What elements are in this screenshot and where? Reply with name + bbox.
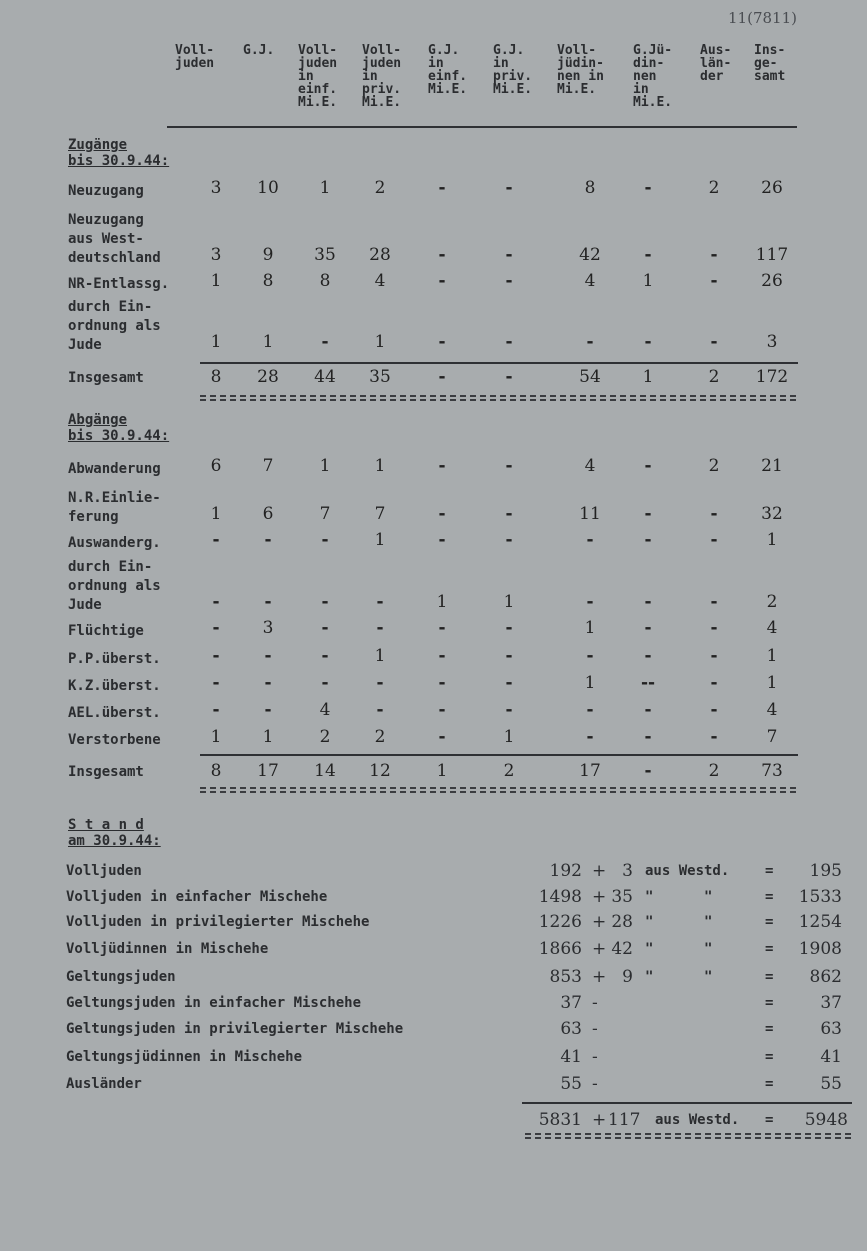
row-label: Auswanderg.	[68, 535, 161, 551]
cell-value: -	[586, 332, 594, 352]
cell-value: -	[376, 592, 384, 612]
cell-value: 4	[584, 456, 596, 476]
column-header: Voll- jüdin- nen in Mi.E.	[557, 43, 604, 97]
cell-value: 8	[262, 271, 274, 291]
stand-total: 41	[820, 1047, 842, 1067]
cell-value: -	[586, 530, 594, 550]
cell-value: 8	[319, 271, 331, 291]
column-header: G.J. in einf. Mi.E.	[428, 43, 468, 97]
cell-value: --	[640, 673, 656, 693]
row-label: durch Ein- ordnung als Jude	[68, 299, 161, 353]
cell-value: -	[212, 673, 220, 693]
cell-value: 1	[210, 504, 222, 524]
stand-sum-note: aus Westd.	[655, 1112, 740, 1128]
stand-base: 1226	[538, 912, 582, 932]
stand-label: Geltungsjuden	[66, 969, 176, 985]
double-rule	[525, 1133, 851, 1135]
cell-value: 1	[319, 178, 331, 198]
section-heading: Zugänge	[68, 137, 128, 153]
total-label: Insgesamt	[68, 370, 144, 386]
archive-annotation: 11(7811)	[728, 9, 797, 27]
total-value: 54	[579, 367, 601, 387]
stand-base: 853	[549, 967, 582, 987]
double-rule	[200, 399, 796, 401]
total-value: 14	[314, 761, 336, 781]
cell-value: -	[505, 332, 513, 352]
stand-sum-rule	[522, 1102, 852, 1104]
cell-value: -	[644, 618, 652, 638]
cell-value: 1	[210, 332, 222, 352]
total-value: 2	[503, 761, 515, 781]
cell-value: -	[376, 700, 384, 720]
cell-value: 4	[766, 618, 778, 638]
header-rule	[167, 126, 797, 128]
cell-value: 2	[374, 178, 386, 198]
stand-equals: =	[765, 1021, 774, 1037]
column-header: Ins- ge- samt	[754, 43, 786, 84]
cell-value: 1	[766, 673, 778, 693]
stand-equals: =	[765, 863, 774, 879]
cell-value: 6	[210, 456, 222, 476]
cell-value: 7	[374, 504, 386, 524]
stand-base: 63	[560, 1019, 582, 1039]
column-header: G.J.	[243, 43, 275, 58]
row-label: Abwanderung	[68, 461, 161, 477]
stand-base: 192	[549, 861, 582, 881]
cell-value: -	[212, 530, 220, 550]
stand-base: 1498	[538, 887, 582, 907]
cell-value: -	[505, 530, 513, 550]
row-label: N.R.Einlie- ferung	[68, 490, 161, 525]
sum-rule	[200, 754, 798, 756]
stand-note: " "	[645, 969, 713, 985]
cell-value: -	[644, 727, 652, 747]
cell-value: 2	[319, 727, 331, 747]
row-label: Neuzugang aus West- deutschland	[68, 212, 161, 266]
stand-sum-base: 5831	[538, 1110, 582, 1130]
cell-value: 1	[503, 592, 515, 612]
cell-value: -	[644, 530, 652, 550]
stand-total: 63	[820, 1019, 842, 1039]
stand-plus: -	[592, 1074, 598, 1094]
cell-value: -	[438, 700, 446, 720]
cell-value: -	[438, 504, 446, 524]
cell-value: -	[710, 673, 718, 693]
cell-value: 1	[436, 592, 448, 612]
stand-note: " "	[645, 914, 713, 930]
column-header: G.J. in priv. Mi.E.	[493, 43, 533, 97]
cell-value: -	[376, 673, 384, 693]
cell-value: -	[644, 700, 652, 720]
total-value: 1	[436, 761, 448, 781]
cell-value: -	[644, 332, 652, 352]
cell-value: 35	[314, 245, 336, 265]
stand-label: Ausländer	[66, 1076, 142, 1092]
stand-note: " "	[645, 889, 713, 905]
cell-value: -	[710, 245, 718, 265]
cell-value: -	[438, 618, 446, 638]
row-label: Neuzugang	[68, 183, 144, 199]
cell-value: -	[321, 618, 329, 638]
cell-value: -	[710, 700, 718, 720]
stand-base: 41	[560, 1047, 582, 1067]
cell-value: -	[505, 504, 513, 524]
stand-sum-total: 5948	[804, 1110, 848, 1130]
total-value: 73	[761, 761, 783, 781]
cell-value: 1	[210, 271, 222, 291]
cell-value: -	[264, 592, 272, 612]
cell-value: -	[710, 504, 718, 524]
cell-value: 1	[374, 332, 386, 352]
stand-equals: =	[765, 969, 774, 985]
double-rule	[525, 1137, 851, 1139]
cell-value: -	[438, 456, 446, 476]
stand-label: Geltungsjuden in privilegierter Mischehe	[66, 1021, 404, 1037]
cell-value: -	[321, 530, 329, 550]
stand-label: Volljuden	[66, 863, 142, 879]
cell-value: -	[505, 700, 513, 720]
cell-value: -	[505, 673, 513, 693]
cell-value: 26	[761, 271, 783, 291]
stand-plus: +	[592, 887, 607, 907]
total-value: -	[438, 367, 446, 387]
cell-value: 1	[374, 646, 386, 666]
stand-added: 9	[622, 967, 633, 987]
cell-value: -	[644, 178, 652, 198]
cell-value: -	[321, 646, 329, 666]
cell-value: -	[644, 456, 652, 476]
cell-value: 1	[210, 727, 222, 747]
cell-value: 3	[262, 618, 274, 638]
total-value: 172	[755, 367, 789, 387]
stand-note: " "	[645, 941, 713, 957]
cell-value: 1	[584, 673, 596, 693]
cell-value: -	[586, 727, 594, 747]
cell-value: -	[505, 178, 513, 198]
stand-plus: +	[592, 861, 607, 881]
column-header: Aus- län- der	[700, 43, 732, 84]
cell-value: 1	[766, 646, 778, 666]
cell-value: 28	[369, 245, 391, 265]
stand-sum-added: 117	[608, 1110, 641, 1130]
sum-rule	[200, 362, 798, 364]
cell-value: -	[710, 271, 718, 291]
cell-value: -	[438, 727, 446, 747]
row-label: NR-Entlassg.	[68, 276, 170, 292]
cell-value: -	[644, 646, 652, 666]
stand-added: 35	[611, 887, 633, 907]
stand-label: Volljüdinnen in Mischehe	[66, 941, 269, 957]
cell-value: 42	[579, 245, 601, 265]
stand-base: 55	[560, 1074, 582, 1094]
cell-value: -	[438, 646, 446, 666]
cell-value: 1	[503, 727, 515, 747]
cell-value: 117	[755, 245, 789, 265]
cell-value: 1	[642, 271, 654, 291]
stand-base: 1866	[538, 939, 582, 959]
stand-equals: =	[765, 889, 774, 905]
stand-sum-equals: =	[765, 1112, 774, 1128]
cell-value: -	[710, 646, 718, 666]
cell-value: -	[212, 592, 220, 612]
cell-value: -	[212, 700, 220, 720]
stand-sum-plus: +	[592, 1110, 607, 1130]
cell-value: 10	[257, 178, 279, 198]
stand-total: 1254	[798, 912, 842, 932]
cell-value: 2	[708, 456, 720, 476]
stand-plus: -	[592, 993, 598, 1013]
stand-plus: +	[592, 912, 607, 932]
cell-value: -	[321, 332, 329, 352]
total-value: 35	[369, 367, 391, 387]
column-header: Voll- juden in priv. Mi.E.	[362, 43, 402, 110]
section-heading: Abgänge	[68, 412, 128, 428]
cell-value: -	[438, 245, 446, 265]
cell-value: 4	[766, 700, 778, 720]
stand-label: Volljuden in privilegierter Mischehe	[66, 914, 370, 930]
cell-value: 1	[319, 456, 331, 476]
cell-value: 1	[584, 618, 596, 638]
row-label: K.Z.überst.	[68, 678, 161, 694]
cell-value: 1	[262, 332, 274, 352]
total-value: -	[644, 761, 652, 781]
row-label: Verstorbene	[68, 732, 161, 748]
cell-value: -	[505, 271, 513, 291]
total-value: 17	[579, 761, 601, 781]
cell-value: 3	[210, 245, 222, 265]
stand-total: 195	[809, 861, 842, 881]
cell-value: 7	[262, 456, 274, 476]
cell-value: 2	[708, 178, 720, 198]
stand-equals: =	[765, 1076, 774, 1092]
stand-equals: =	[765, 995, 774, 1011]
cell-value: 11	[579, 504, 601, 524]
total-value: -	[505, 367, 513, 387]
cell-value: 8	[584, 178, 596, 198]
cell-value: -	[212, 618, 220, 638]
cell-value: 6	[262, 504, 274, 524]
cell-value: -	[586, 592, 594, 612]
cell-value: -	[644, 592, 652, 612]
stand-plus: -	[592, 1019, 598, 1039]
cell-value: -	[376, 618, 384, 638]
stand-total: 862	[809, 967, 842, 987]
stand-plus: +	[592, 967, 607, 987]
stand-label: Geltungsjuden in einfacher Mischehe	[66, 995, 362, 1011]
cell-value: -	[264, 530, 272, 550]
total-value: 8	[210, 367, 222, 387]
stand-base: 37	[560, 993, 582, 1013]
cell-value: -	[644, 504, 652, 524]
stand-total: 37	[820, 993, 842, 1013]
total-value: 8	[210, 761, 222, 781]
cell-value: -	[321, 673, 329, 693]
cell-value: 4	[584, 271, 596, 291]
cell-value: -	[505, 646, 513, 666]
section-heading: am 30.9.44:	[68, 833, 161, 849]
cell-value: -	[321, 592, 329, 612]
stand-added: 28	[611, 912, 633, 932]
cell-value: 9	[262, 245, 274, 265]
cell-value: 4	[374, 271, 386, 291]
cell-value: -	[438, 673, 446, 693]
cell-value: -	[710, 530, 718, 550]
total-value: 44	[314, 367, 336, 387]
cell-value: 1	[374, 456, 386, 476]
cell-value: 7	[766, 727, 778, 747]
cell-value: -	[438, 332, 446, 352]
stand-total: 1533	[798, 887, 842, 907]
cell-value: -	[438, 271, 446, 291]
cell-value: 4	[319, 700, 331, 720]
cell-value: -	[710, 618, 718, 638]
cell-value: -	[505, 618, 513, 638]
cell-value: 26	[761, 178, 783, 198]
stand-equals: =	[765, 914, 774, 930]
stand-added: 42	[611, 939, 633, 959]
total-value: 1	[642, 367, 654, 387]
row-label: durch Ein- ordnung als Jude	[68, 559, 161, 613]
cell-value: -	[438, 530, 446, 550]
stand-plus: -	[592, 1047, 598, 1067]
column-header: G.Jü- din- nen in Mi.E.	[633, 43, 673, 110]
stand-label: Volljuden in einfacher Mischehe	[66, 889, 328, 905]
cell-value: 1	[262, 727, 274, 747]
stand-added: 3	[622, 861, 633, 881]
cell-value: -	[505, 245, 513, 265]
cell-value: 3	[210, 178, 222, 198]
cell-value: -	[586, 700, 594, 720]
cell-value: 2	[374, 727, 386, 747]
stand-plus: +	[592, 939, 607, 959]
row-label: AEL.überst.	[68, 705, 161, 721]
cell-value: 1	[766, 530, 778, 550]
total-value: 28	[257, 367, 279, 387]
column-header: Voll- juden	[175, 43, 215, 71]
stand-equals: =	[765, 941, 774, 957]
cell-value: 7	[319, 504, 331, 524]
cell-value: 21	[761, 456, 783, 476]
cell-value: -	[264, 700, 272, 720]
cell-value: 1	[374, 530, 386, 550]
stand-total: 55	[820, 1074, 842, 1094]
stand-total: 1908	[798, 939, 842, 959]
cell-value: -	[644, 245, 652, 265]
double-rule	[200, 791, 796, 793]
cell-value: 32	[761, 504, 783, 524]
row-label: P.P.überst.	[68, 651, 161, 667]
cell-value: -	[586, 646, 594, 666]
stand-equals: =	[765, 1049, 774, 1065]
cell-value: -	[212, 646, 220, 666]
total-value: 2	[708, 367, 720, 387]
total-value: 2	[708, 761, 720, 781]
double-rule	[200, 787, 796, 789]
stand-note: aus Westd.	[645, 863, 730, 879]
stand-label: Geltungsjüdinnen in Mischehe	[66, 1049, 303, 1065]
cell-value: 3	[766, 332, 778, 352]
column-header: Voll- juden in einf. Mi.E.	[298, 43, 338, 110]
row-label: Flüchtige	[68, 623, 144, 639]
section-heading: bis 30.9.44:	[68, 153, 170, 169]
cell-value: 2	[766, 592, 778, 612]
cell-value: -	[505, 456, 513, 476]
section-heading: bis 30.9.44:	[68, 428, 170, 444]
cell-value: -	[710, 592, 718, 612]
total-value: 17	[257, 761, 279, 781]
section-heading: S t a n d	[68, 817, 144, 833]
total-value: 12	[369, 761, 391, 781]
cell-value: -	[710, 727, 718, 747]
cell-value: -	[264, 646, 272, 666]
total-label: Insgesamt	[68, 764, 144, 780]
cell-value: -	[264, 673, 272, 693]
cell-value: -	[438, 178, 446, 198]
double-rule	[200, 395, 796, 397]
cell-value: -	[710, 332, 718, 352]
